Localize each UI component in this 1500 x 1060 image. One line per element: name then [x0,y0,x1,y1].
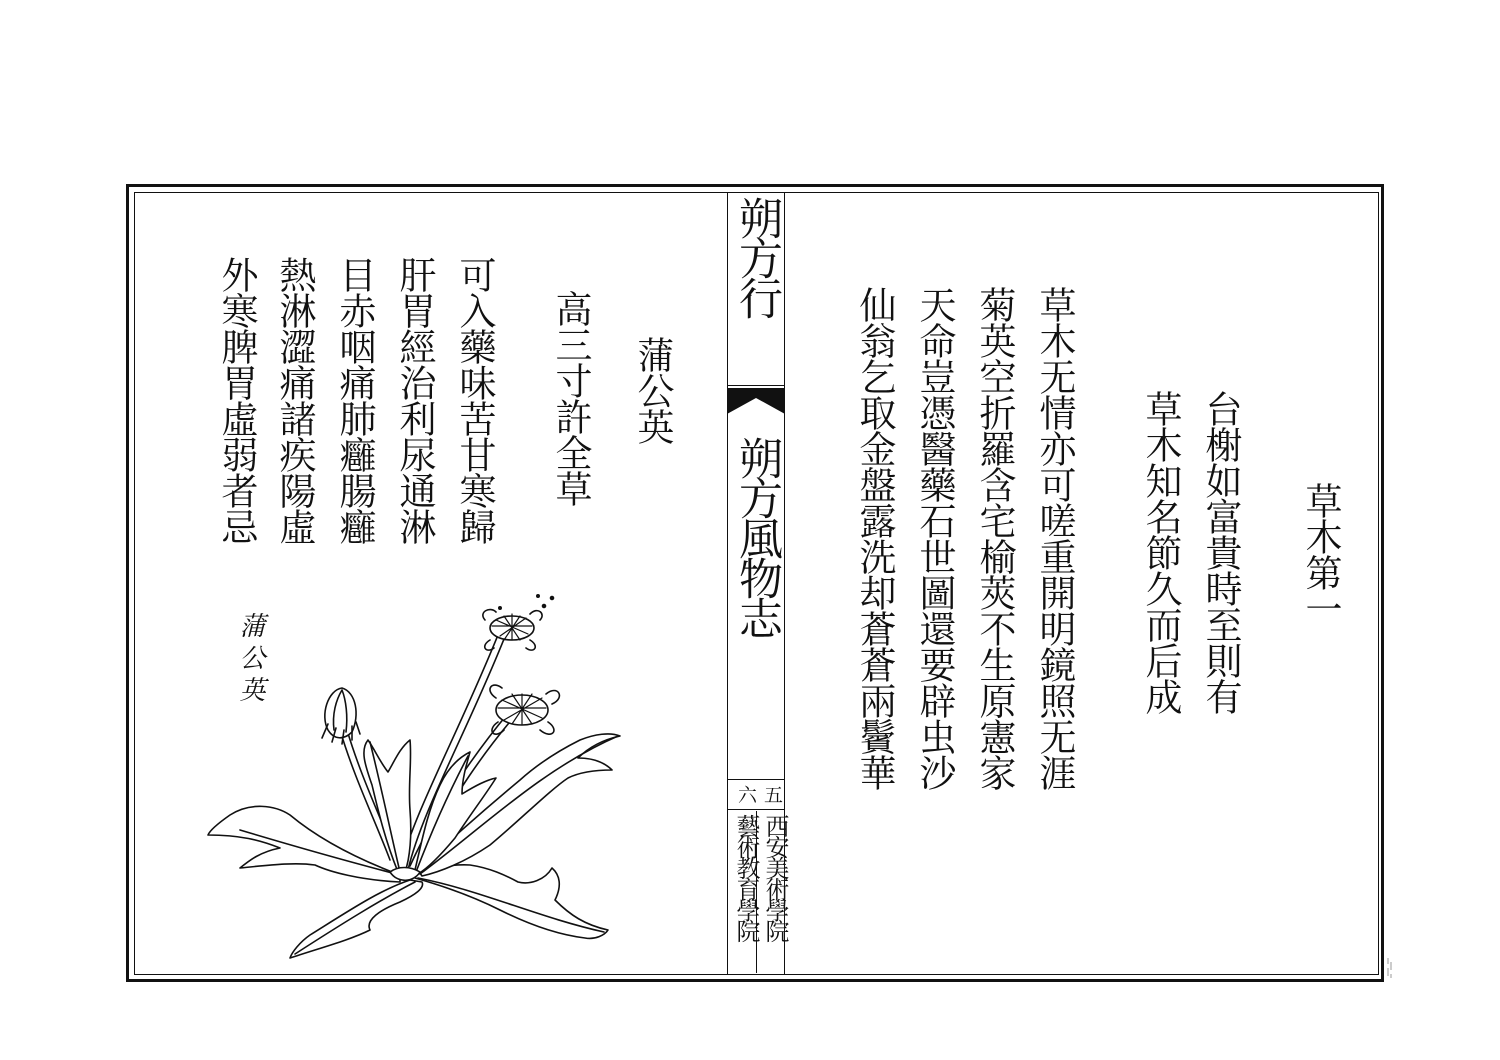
flower-bud [322,688,360,744]
poem-line-3: 草木无情亦可嗟重開明鏡照无涯 [1033,286,1076,790]
plant-height-note: 高三寸許全草 [549,290,592,506]
description-line-1: 可入藥味苦甘寒歸 [453,256,496,544]
poem-line-5: 天命豈憑醫藥石世圖還要辟虫沙 [913,286,956,790]
book-title: 朔方行 [731,196,782,316]
leaf [415,865,608,939]
page-number-right: 五 [761,785,783,804]
book-subtitle: 朔方風物志 [731,436,782,636]
flower-head [490,685,559,734]
poem-line-6: 仙翁乞取金盤露洗却蒼蒼兩鬢華 [853,286,896,790]
plant-name: 蒲公英 [631,336,674,444]
leaf [290,880,423,958]
description-line-4: 熱淋澀痛諸疾陽虛 [273,256,316,544]
poem-line-2: 草木知名節久而后成 [1139,390,1182,714]
publisher-line-1: 西安美術學院 [761,814,789,940]
dandelion-illustration [200,590,630,960]
description-line-2: 肝胃經治利尿通淋 [393,256,436,544]
page-number-left: 六 [735,785,757,804]
leaf [208,806,400,882]
illustration-caption: 蒲公英 [235,612,265,708]
description-line-3: 目赤咽痛肺癰腸癰 [333,256,376,544]
band-separator [727,779,785,780]
publisher-line-2: 藝術教育學院 [732,814,760,940]
band-separator [727,385,785,386]
description-line-5: 外寒脾胃虛弱者忌 [215,256,258,544]
poem-line-1: 台榭如富貴時至則有 [1199,390,1242,714]
band-separator [727,809,785,810]
chapter-title: 草木第一 [1299,482,1342,626]
flower-head [483,595,554,650]
edge-ornament-icon [1386,956,1394,980]
fishtail-chevron-icon [727,388,785,436]
poem-line-4: 菊英空折羅含宅榆莢不生原憲家 [973,286,1016,790]
center-band [727,192,789,975]
